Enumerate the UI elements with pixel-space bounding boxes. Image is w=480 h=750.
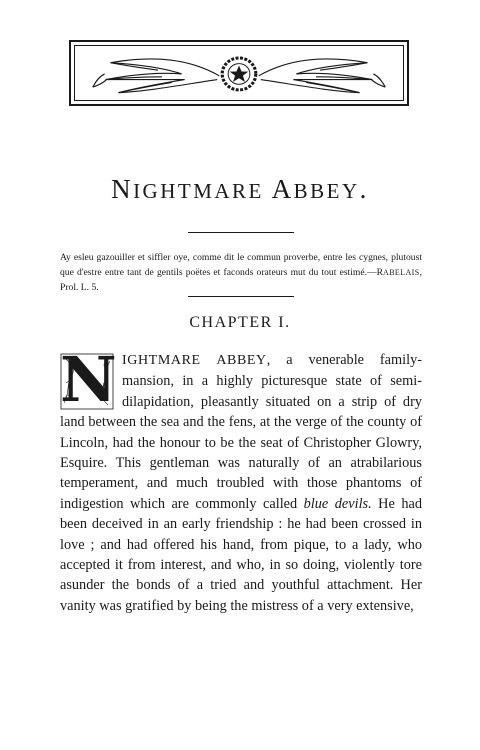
paragraph-italic-phrase: blue devils. — [303, 495, 372, 512]
headpiece-ornament-icon — [69, 40, 409, 106]
paragraph-lead-caps: IGHTMARE ABBEY — [122, 353, 267, 368]
title-word-2: BBEY — [293, 179, 360, 203]
paragraph-text-2: He had been deceived in an early friendship : he had been crossed in love ; and had offered his hand, from pique, to a lady, who accepted it from interest, and who, in so doing, violently tore asunder the bonds of a tried and youthful attachment. Her vanity was gratified by being the mistress of a very extensive, — [60, 495, 422, 614]
epigraph-source: , Prol. L. 5. — [60, 266, 422, 293]
paragraph-text-1: , a venerable family-mansion, in a highly picturesque state of semi-dilapidation, pleasantly situated on a strip of dry land between the sea and the fens, at the verge of the county of Lincoln, had the honour to be the seat of Christopher Glowry, Esquire. This gentleman was naturally of an atrabilarious temperament, and much troubled with those phantoms of indigestion which are commonly called — [60, 352, 422, 512]
epigraph-author: ABELAIS — [383, 267, 420, 277]
divider-top — [188, 232, 294, 233]
chapter-heading: CHAPTER I. — [189, 314, 291, 331]
epigraph-author-initial: R — [376, 266, 384, 278]
page-title — [0, 174, 480, 205]
epigraph-text: Ay esleu gazouiller et siffler oye, comme dit le commun proverbe, entre les cygnes, plutoust que d'estre entre tant de gentils poëtes et faconds orateurs mut du tout estimé.— — [60, 251, 422, 278]
body-paragraph — [60, 343, 422, 616]
divider-bottom — [188, 296, 294, 297]
title-initial-1: N — [111, 174, 134, 204]
title-word-1: IGHTMARE — [133, 179, 264, 203]
epigraph — [60, 250, 422, 295]
title-period: . — [359, 174, 369, 204]
title-initial-2: A — [271, 174, 294, 204]
dropcap-icon — [60, 343, 117, 416]
dropcap-letter: N — [60, 343, 117, 416]
